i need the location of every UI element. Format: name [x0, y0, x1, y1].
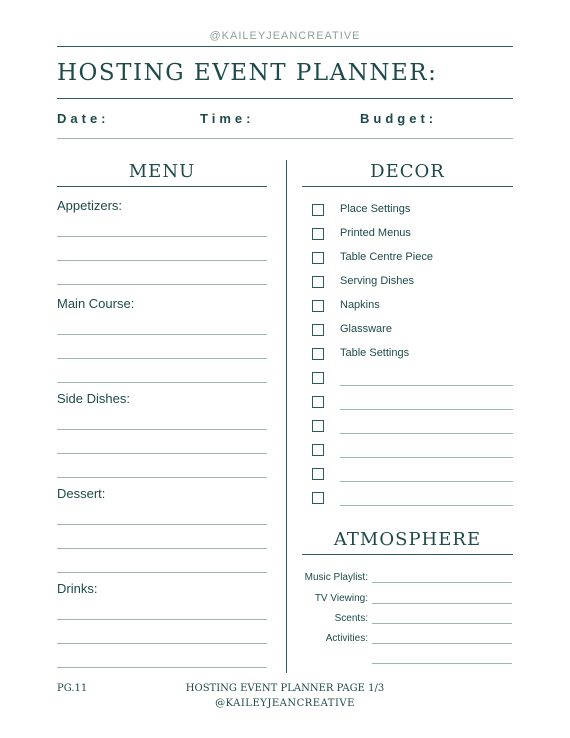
- page-number: PG.11: [57, 683, 88, 694]
- menu-write-line[interactable]: [57, 453, 267, 454]
- decor-item-label: Napkins: [340, 299, 380, 311]
- decor-item-label: Table Settings: [340, 347, 410, 359]
- decor-heading-underline: [302, 186, 513, 187]
- decor-checkbox[interactable]: [312, 252, 324, 264]
- decor-checklist-item: [302, 443, 513, 461]
- atmosphere-write-line[interactable]: [372, 603, 512, 604]
- decor-write-line[interactable]: [340, 385, 513, 386]
- top-divider: [57, 46, 513, 47]
- decor-write-line[interactable]: [340, 505, 513, 506]
- footer-handle: @KAILEYJEANCREATIVE: [215, 698, 355, 709]
- decor-checklist-item: [302, 203, 513, 221]
- decor-write-line[interactable]: [340, 409, 513, 410]
- decor-checklist-item: [302, 299, 513, 317]
- decor-item-label: Serving Dishes: [340, 275, 414, 287]
- atmosphere-field-label: Activities:: [325, 633, 368, 644]
- decor-checkbox[interactable]: [312, 300, 324, 312]
- brand-handle: @KAILEYJEANCREATIVE: [209, 30, 361, 42]
- decor-checkbox[interactable]: [312, 276, 324, 288]
- menu-heading-underline: [57, 186, 267, 187]
- decor-checkbox[interactable]: [312, 228, 324, 240]
- menu-section-label: Main Course:: [57, 296, 135, 311]
- decor-checkbox[interactable]: [312, 204, 324, 216]
- menu-section-label: Drinks:: [57, 581, 98, 596]
- decor-item-label: Table Centre Piece: [340, 251, 433, 263]
- page-title: HOSTING EVENT PLANNER:: [57, 60, 438, 86]
- menu-write-line[interactable]: [57, 548, 267, 549]
- atmosphere-field-label: Music Playlist:: [304, 572, 368, 583]
- decor-checklist-item: [302, 491, 513, 509]
- atmosphere-extra-line: [372, 663, 512, 664]
- menu-write-line[interactable]: [57, 382, 267, 383]
- atmosphere-heading-underline: [302, 554, 513, 555]
- menu-write-line[interactable]: [57, 236, 267, 237]
- menu-write-line[interactable]: [57, 358, 267, 359]
- decor-checklist-item: [302, 467, 513, 485]
- title-divider: [57, 98, 513, 99]
- atmosphere-write-line[interactable]: [372, 623, 512, 624]
- decor-checkbox[interactable]: [312, 468, 324, 480]
- decor-checklist-item: [302, 275, 513, 293]
- decor-item-label: Place Settings: [340, 203, 411, 215]
- decor-heading: DECOR: [370, 161, 445, 182]
- menu-write-line[interactable]: [57, 334, 267, 335]
- decor-item-label: Glassware: [340, 323, 392, 335]
- menu-write-line[interactable]: [57, 619, 267, 620]
- menu-write-line[interactable]: [57, 667, 267, 668]
- menu-write-line[interactable]: [57, 643, 267, 644]
- footer-title: HOSTING EVENT PLANNER PAGE 1/3: [185, 683, 385, 694]
- menu-write-line[interactable]: [57, 477, 267, 478]
- menu-heading: MENU: [128, 161, 196, 182]
- decor-checkbox[interactable]: [312, 324, 324, 336]
- column-divider: [286, 160, 287, 673]
- time-label: Time:: [200, 111, 255, 126]
- date-label: Date:: [57, 111, 110, 126]
- atmosphere-field-label: Scents:: [334, 613, 368, 624]
- budget-label: Budget:: [360, 111, 438, 126]
- decor-write-line[interactable]: [340, 457, 513, 458]
- decor-write-line[interactable]: [340, 481, 513, 482]
- decor-checkbox[interactable]: [312, 396, 324, 408]
- decor-checklist-item: [302, 371, 513, 389]
- decor-checkbox[interactable]: [312, 420, 324, 432]
- decor-checkbox[interactable]: [312, 492, 324, 504]
- fields-divider: [57, 138, 513, 139]
- menu-write-line[interactable]: [57, 284, 267, 285]
- decor-checkbox[interactable]: [312, 348, 324, 360]
- menu-write-line[interactable]: [57, 260, 267, 261]
- decor-checklist-item: [302, 251, 513, 269]
- menu-write-line[interactable]: [57, 429, 267, 430]
- decor-checkbox[interactable]: [312, 372, 324, 384]
- decor-checklist-item: [302, 323, 513, 341]
- menu-write-line[interactable]: [57, 572, 267, 573]
- atmosphere-field-label: TV Viewing:: [314, 593, 368, 604]
- atmosphere-write-line[interactable]: [372, 582, 512, 583]
- decor-item-label: Printed Menus: [340, 227, 411, 239]
- atmosphere-write-line[interactable]: [372, 643, 512, 644]
- decor-checklist-item: [302, 227, 513, 245]
- menu-write-line[interactable]: [57, 524, 267, 525]
- decor-write-line[interactable]: [340, 433, 513, 434]
- menu-section-label: Appetizers:: [57, 198, 123, 213]
- menu-section-label: Dessert:: [57, 486, 106, 501]
- menu-section-label: Side Dishes:: [57, 391, 130, 406]
- decor-checklist-item: [302, 347, 513, 365]
- atmosphere-heading: ATMOSPHERE: [333, 529, 482, 550]
- decor-checklist-item: [302, 395, 513, 413]
- decor-checkbox[interactable]: [312, 444, 324, 456]
- decor-checklist-item: [302, 419, 513, 437]
